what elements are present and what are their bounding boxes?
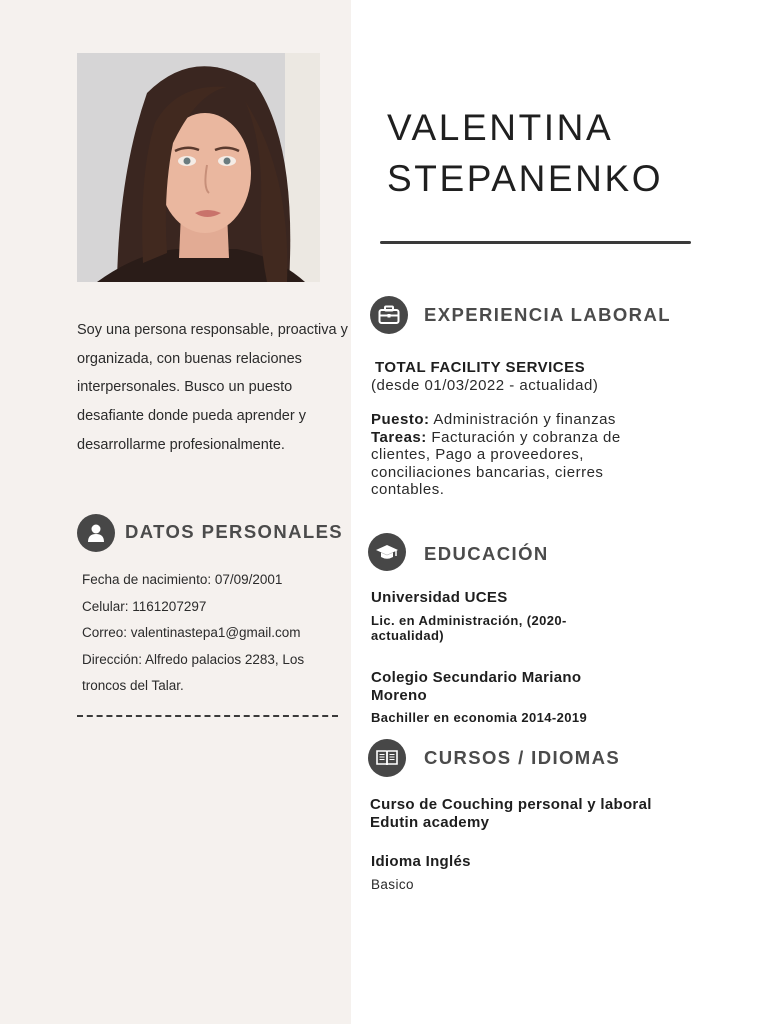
graduation-cap-icon (368, 533, 406, 571)
profile-photo (77, 53, 320, 282)
period: (desde 01/03/2022 - actualidad) (371, 376, 599, 394)
degree-2: Bachiller en economia 2014-2019 (371, 710, 588, 725)
course: Curso de Couching personal y laboral Edutin academy (370, 796, 652, 831)
about-text: Soy una persona responsable, proactiva y organizada, con buenas relaciones interpersonales. Busco un puesto desafiante donde pueda aprender y desarrollarme profesionalmente. (77, 322, 348, 453)
degree-1: Lic. en Administración, (2020-actualidad) (371, 613, 567, 643)
personal-data (82, 567, 344, 700)
school-1: Universidad UCES (371, 589, 508, 606)
divider (77, 715, 338, 717)
phone: Celular: 1161207297 (82, 598, 207, 614)
book-icon (368, 739, 406, 777)
school-2: Colegio Secundario Mariano Moreno (371, 669, 582, 704)
tasks: Tareas: Facturación y cobranza de clientes, Pago a proveedores, conciliaciones bancarias, cierres contables. (371, 428, 621, 498)
education-title: EDUCACIÓN (424, 543, 549, 564)
user-icon (77, 514, 115, 552)
courses-title: CURSOS / IDIOMAS (424, 747, 621, 768)
name-underline (380, 241, 691, 244)
language: Idioma Inglés (371, 853, 471, 870)
language-level: Basico (371, 877, 414, 892)
birth-date: Fecha de nacimiento: 07/09/2001 (82, 572, 283, 587)
first-name: VALENTINA (387, 107, 614, 148)
company: TOTAL FACILITY SERVICES (375, 359, 586, 376)
experience-title: EXPERIENCIA LABORAL (424, 304, 671, 325)
last-name: STEPANENKO (387, 158, 664, 199)
personal-data-title: DATOS PERSONALES (125, 521, 344, 542)
full-name (387, 102, 663, 204)
email: Correo: valentinastepa1@gmail.com (82, 625, 301, 640)
experience-block (371, 359, 671, 499)
address: Dirección: Alfredo palacios 2283, Los troncos del Talar. (82, 651, 305, 693)
position: Puesto: Administración y finanzas (371, 411, 616, 428)
briefcase-icon (370, 296, 408, 334)
